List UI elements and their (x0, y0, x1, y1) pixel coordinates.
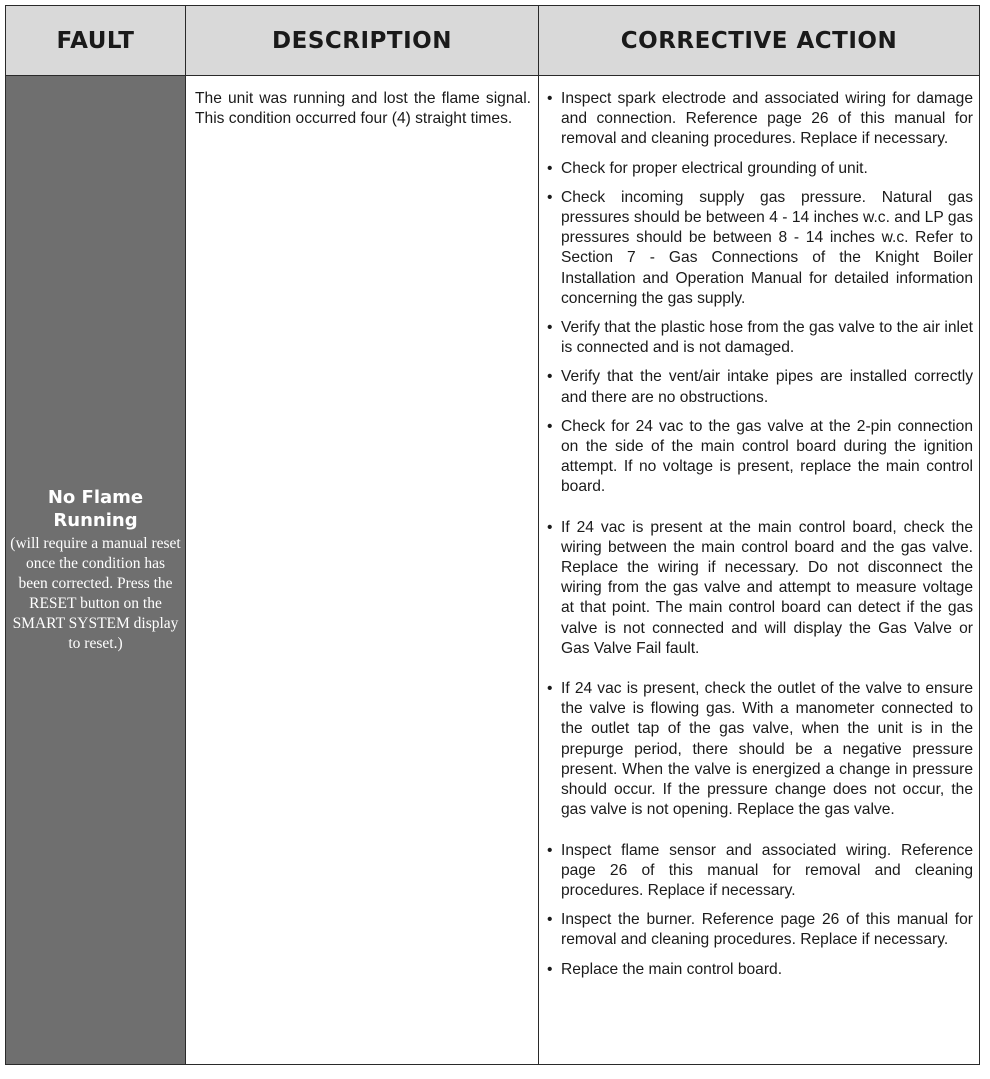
bullet-icon: • (547, 417, 553, 435)
action-item (547, 960, 973, 980)
bullet-icon: • (547, 319, 553, 337)
corrective-action-cell (539, 76, 979, 1064)
action-text: Verify that the plastic hose from the gas valve to the air inlet is connected and is not damaged. (561, 319, 973, 357)
action-text: Inspect spark electrode and associated wiring for damage and connection. Reference page 26 of this manual for removal and cleaning procedures. Replace if necessary. (561, 90, 973, 148)
action-item (547, 518, 973, 659)
bullet-icon: • (547, 680, 553, 698)
fault-table (5, 5, 980, 1065)
description-cell (186, 76, 539, 1064)
header-description: DESCRIPTION (186, 6, 539, 76)
bullet-icon: • (547, 188, 553, 206)
header-corrective-action: CORRECTIVE ACTION (539, 6, 979, 76)
bullet-icon: • (547, 159, 553, 177)
fault-note: (will require a manual reset once the condition has been corrected. Press the RESET button on the SMART SYSTEM display to reset.) (10, 535, 181, 652)
action-text: Check for 24 vac to the gas valve at the 2-pin connection on the side of the main control board during the ignition attempt. If no voltage is present, replace the main control board. (561, 417, 973, 496)
action-item (547, 841, 973, 902)
action-text: Inspect the burner. Reference page 26 of this manual for removal and cleaning procedures. Replace if necessary. (561, 911, 973, 949)
bullet-icon: • (547, 90, 553, 107)
action-text: If 24 vac is present, check the outlet of the valve to ensure the valve is flowing gas. With a manometer connected to the outlet tap of the gas valve, when the unit is in the prepurge period, there should be a negative pressure present. When the valve is energized a change in pressure should occur. If the pressure change does not occur, the gas valve is not opening. Replace the gas valve. (561, 680, 973, 819)
description-text: The unit was running and lost the flame signal. This condition occurred four (4) straight times. (195, 90, 531, 127)
action-item (547, 679, 973, 820)
bullet-icon: • (547, 518, 553, 536)
action-item (547, 318, 973, 358)
bullet-icon: • (547, 841, 553, 859)
bullet-icon: • (547, 911, 553, 929)
action-item (547, 188, 973, 309)
action-text: Check incoming supply gas pressure. Natural gas pressures should be between 4 - 14 inches w.c. and LP gas pressures should be between 8 - 14 inches w.c. Refer to Section 7 - Gas Connections of the Knight Boiler Installation and Operation Manual for detailed information concerning the gas supply. (561, 188, 973, 307)
header-fault: FAULT (6, 6, 186, 76)
action-item (547, 367, 973, 407)
bullet-icon: • (547, 368, 553, 386)
action-item (547, 89, 973, 150)
action-item (547, 417, 973, 498)
fault-name: No Flame Running (47, 487, 144, 531)
bullet-icon: • (547, 960, 553, 978)
action-text: Check for proper electrical grounding of unit. (561, 159, 868, 177)
action-item (547, 910, 973, 950)
action-text: Inspect flame sensor and associated wiring. Reference page 26 of this manual for removal and cleaning procedures. Replace if necessary. (561, 841, 973, 899)
fault-cell (6, 76, 186, 1064)
action-item (547, 159, 973, 179)
action-list (547, 89, 973, 980)
action-text: If 24 vac is present at the main control board, check the wiring between the main control board and the gas valve. Replace the wiring if necessary. Do not disconnect the wiring from the gas valve and attempt to measure voltage at that point. The main control board can detect if the gas valve is not connected and will display the Gas Valve or Gas Valve Fail fault. (561, 518, 973, 657)
action-text: Verify that the vent/air intake pipes are installed correctly and there are no obstructions. (561, 368, 973, 406)
action-text: Replace the main control board. (561, 960, 783, 978)
